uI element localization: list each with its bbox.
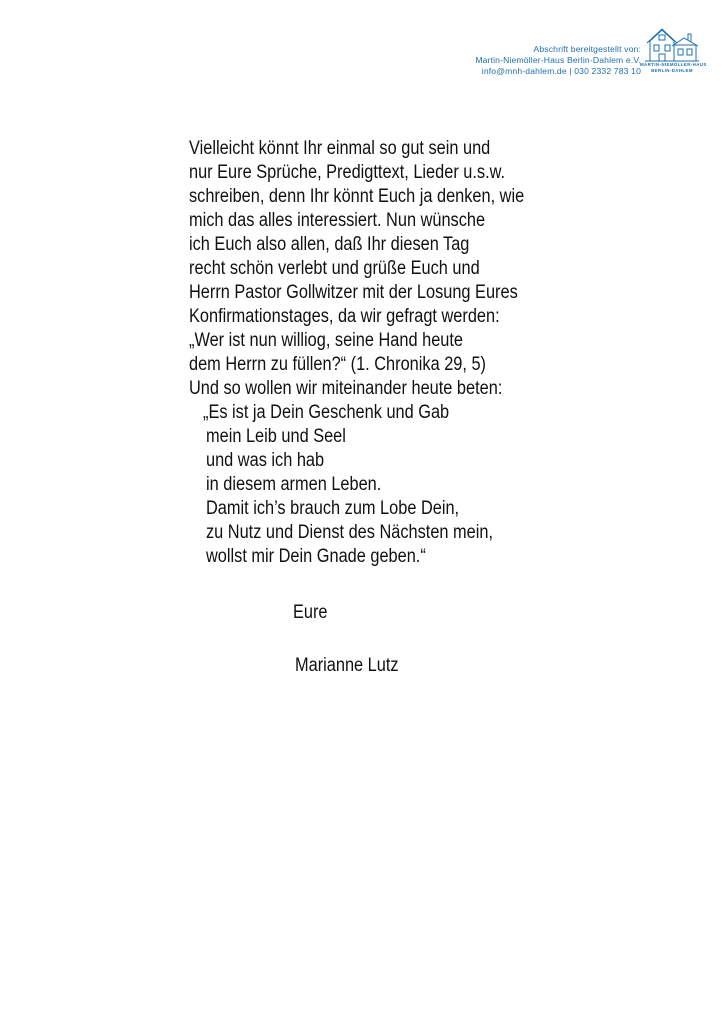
logo-caption bbox=[640, 62, 707, 74]
logo-caption-line-2: BERLIN-DAHLEM bbox=[651, 67, 693, 73]
header-line-provided-by: Abschrift bereitgestellt von: bbox=[533, 44, 641, 54]
verse-line: in diesem armen Leben. bbox=[206, 474, 382, 495]
verse-line: „Es ist ja Dein Geschenk und Gab bbox=[203, 402, 450, 423]
verse-line: Damit ich’s brauch zum Lobe Dein, bbox=[206, 498, 460, 519]
verse-line: zu Nutz und Dienst des Nächsten mein, bbox=[206, 522, 494, 543]
letter-line: ich Euch also allen, daß Ihr diesen Tag bbox=[189, 234, 470, 255]
letter-line: nur Eure Sprüche, Predigttext, Lieder u.s.w. bbox=[189, 162, 506, 183]
verse-line: und was ich hab bbox=[206, 450, 325, 471]
letter-line: dem Herrn zu füllen?“ (1. Chronika 29, 5) bbox=[189, 354, 486, 375]
letter-line: Konfirmationstages, da wir gefragt werden: bbox=[189, 306, 500, 327]
letter-line: Vielleicht könnt Ihr einmal so gut sein und bbox=[189, 138, 491, 159]
letter-line: Und so wollen wir miteinander heute beten: bbox=[189, 378, 503, 399]
provenance-header bbox=[475, 44, 641, 78]
letter-line: „Wer ist nun williog, seine Hand heute bbox=[189, 330, 463, 351]
logo-caption-line-1: MARTIN-NIEMÖLLER-HAUS bbox=[640, 62, 707, 67]
header-line-contact[interactable]: info@mnh-dahlem.de | 030 2332 783 10 bbox=[481, 66, 641, 77]
letter-line: recht schön verlebt und grüße Euch und bbox=[189, 258, 480, 279]
header-line-organization: Martin-Niemöller-Haus Berlin-Dahlem e.V. bbox=[475, 55, 641, 66]
letter-line: Herrn Pastor Gollwitzer mit der Losung Eures bbox=[189, 282, 518, 303]
closing-text: Eure bbox=[293, 602, 328, 623]
letter-line: schreiben, denn Ihr könnt Euch ja denken, wie bbox=[189, 186, 525, 207]
verse-line: wollst mir Dein Gnade geben.“ bbox=[206, 546, 426, 567]
letter-line: mich das alles interessiert. Nun wünsche bbox=[189, 210, 486, 231]
verse-line: mein Leib und Seel bbox=[206, 426, 346, 447]
signature-name: Marianne Lutz bbox=[295, 655, 399, 676]
